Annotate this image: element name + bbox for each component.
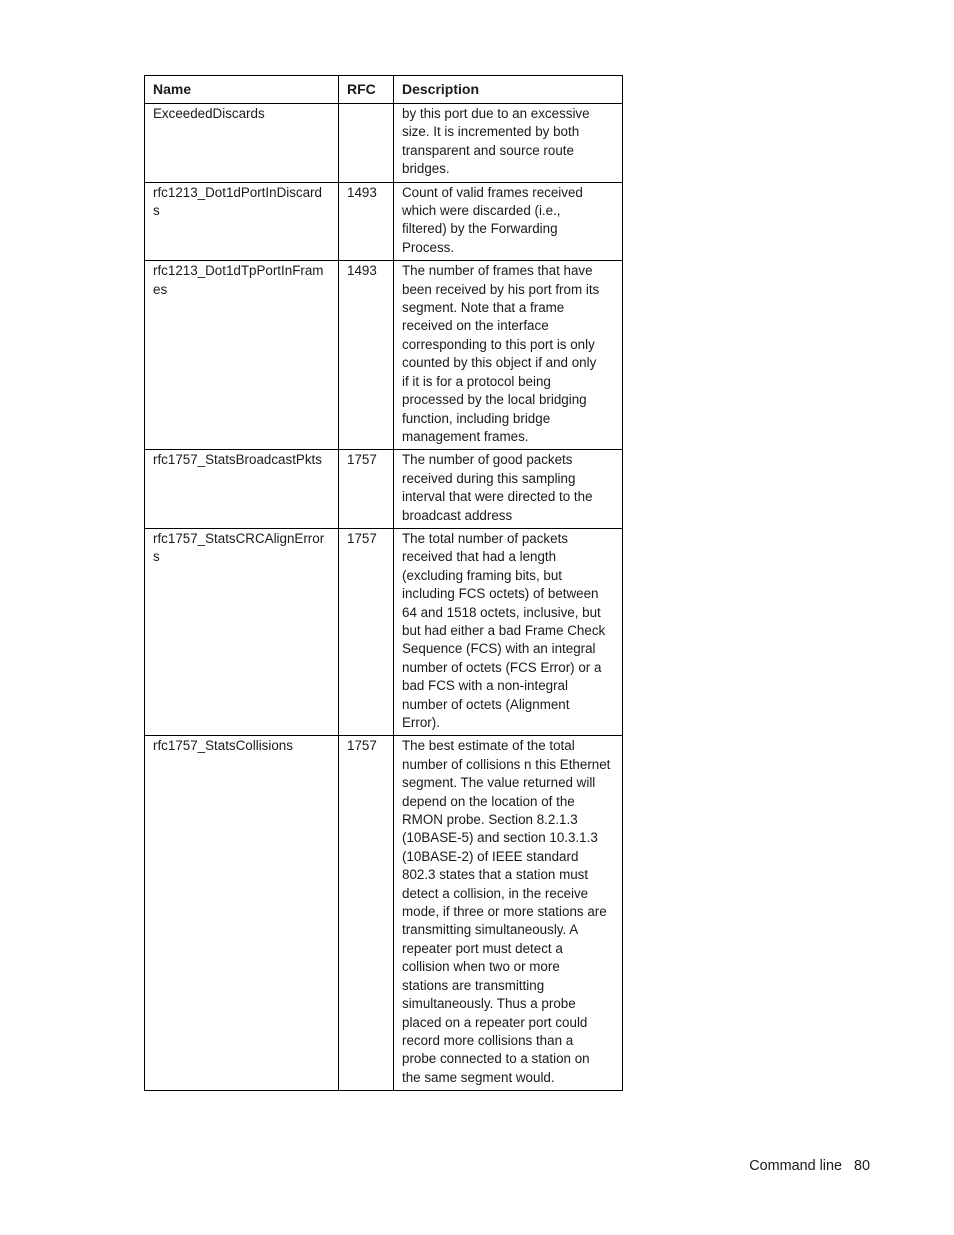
cell-rfc: 1493 [339, 261, 394, 450]
footer-section-title: Command line [749, 1158, 842, 1174]
description-line: RMON probe. Section 8.2.1.3 [402, 812, 578, 828]
description-line: bridges. [402, 161, 450, 177]
table-row [145, 528, 623, 735]
description-line: processed by the local bridging [402, 392, 587, 408]
mib-counter-table [144, 75, 623, 1091]
description-line: including FCS octets) of between [402, 586, 599, 602]
cell-name [145, 182, 339, 261]
name-line: rfc1757_StatsCRCAlignError [153, 530, 325, 546]
page-footer [749, 1158, 870, 1174]
description-line: Error). [402, 715, 440, 730]
description-line: function, including bridge [402, 410, 551, 426]
description-line: if it is for a protocol being [402, 373, 551, 389]
description-line: interval that were directed to the [402, 489, 593, 505]
cell-description [394, 104, 623, 183]
description-line: probe connected to a station on [402, 1051, 590, 1067]
description-line: The number of frames that have [402, 263, 593, 279]
cell-rfc: 1757 [339, 450, 394, 529]
description-line: 802.3 states that a station must [402, 867, 589, 883]
cell-description [394, 450, 623, 529]
cell-description [394, 182, 623, 261]
description-line: number of octets (FCS Error) or a [402, 659, 602, 675]
description-line: Count of valid frames received [402, 184, 583, 200]
column-header-description: Description [394, 76, 623, 104]
description-line: but had either a bad Frame Check [402, 622, 606, 638]
description-line: the same segment would. [402, 1069, 555, 1085]
description-line: The number of good packets [402, 452, 573, 468]
description-line: record more collisions than a [402, 1032, 574, 1048]
description-line: filtered) by the Forwarding [402, 221, 558, 237]
description-line: by this port due to an excessive [402, 106, 590, 121]
description-line: received during this sampling [402, 470, 576, 486]
description-line: counted by this object if and only [402, 355, 597, 371]
description-line: (10BASE-5) and section 10.3.1.3 [402, 830, 598, 846]
description-line: size. It is incremented by both [402, 124, 580, 140]
description-line: received on the interface [402, 318, 549, 334]
table-row [145, 182, 623, 261]
table-row [145, 261, 623, 450]
cell-description [394, 261, 623, 450]
cell-rfc: 1757 [339, 528, 394, 735]
description-line: corresponding to this port is only [402, 336, 595, 352]
table-row [145, 104, 623, 183]
cell-rfc: 1493 [339, 182, 394, 261]
cell-description [394, 736, 623, 1091]
description-line: The best estimate of the total [402, 738, 575, 754]
description-line: (excluding framing bits, but [402, 567, 563, 583]
name-line: rfc1757_StatsCollisions [153, 738, 293, 754]
table-row [145, 450, 623, 529]
cell-name [145, 104, 339, 183]
description-line: which were discarded (i.e., [402, 203, 561, 219]
description-line: management frames. [402, 428, 529, 444]
description-line: detect a collision, in the receive [402, 885, 589, 901]
description-line: placed on a repeater port could [402, 1014, 588, 1030]
column-header-rfc: RFC [339, 76, 394, 104]
cell-description [394, 528, 623, 735]
description-line: segment. Note that a frame [402, 300, 565, 316]
cell-rfc [339, 104, 394, 183]
name-line: ExceededDiscards [153, 106, 265, 121]
table-row [145, 736, 623, 1091]
name-line: rfc1757_StatsBroadcastPkts [153, 452, 322, 468]
cell-name [145, 450, 339, 529]
name-line: s [153, 549, 160, 565]
description-line: The total number of packets [402, 530, 568, 546]
description-line: 64 and 1518 octets, inclusive, but [402, 604, 601, 620]
name-line: es [153, 281, 168, 297]
cell-name [145, 528, 339, 735]
description-line: transparent and source route [402, 142, 574, 158]
description-line: segment. The value returned will [402, 775, 596, 791]
description-line: bad FCS with a non-integral [402, 678, 568, 694]
name-line: s [153, 203, 160, 219]
description-line: been received by his port from its [402, 281, 600, 297]
description-line: mode, if three or more stations are [402, 904, 607, 920]
page-number: 80 [853, 1158, 870, 1174]
table-body [145, 104, 623, 1091]
description-line: Process. [402, 239, 455, 255]
description-line: collision when two or more [402, 959, 560, 975]
description-line: depend on the location of the [402, 793, 575, 809]
name-line: rfc1213_Dot1dTpPortInFram [153, 263, 324, 279]
description-line: number of collisions n this Ethernet [402, 756, 611, 772]
description-line: stations are transmitting [402, 977, 545, 993]
description-line: received that had a length [402, 549, 557, 565]
cell-rfc: 1757 [339, 736, 394, 1091]
description-line: simultaneously. Thus a probe [402, 996, 576, 1012]
description-line: number of octets (Alignment [402, 696, 570, 712]
cell-name [145, 736, 339, 1091]
table-header-row [145, 76, 623, 104]
column-header-name: Name [145, 76, 339, 104]
description-line: (10BASE-2) of IEEE standard [402, 848, 579, 864]
description-line: broadcast address [402, 507, 513, 523]
description-line: repeater port must detect a [402, 940, 563, 956]
cell-name [145, 261, 339, 450]
name-line: rfc1213_Dot1dPortInDiscard [153, 184, 322, 200]
description-line: transmitting simultaneously. A [402, 922, 579, 938]
description-line: Sequence (FCS) with an integral [402, 641, 596, 657]
